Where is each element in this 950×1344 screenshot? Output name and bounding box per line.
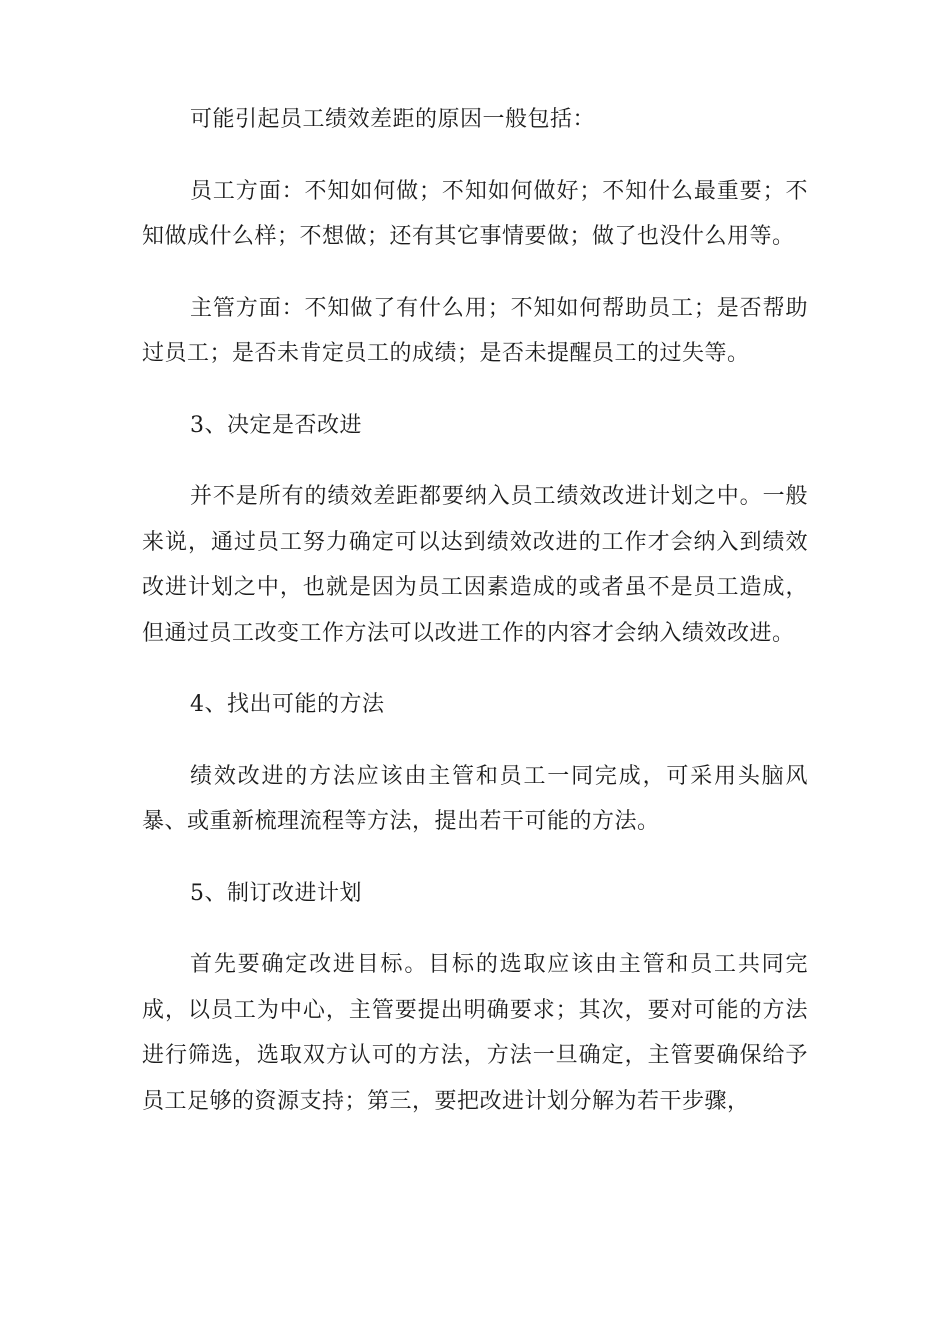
paragraph-methods: 绩效改进的方法应该由主管和员工一同完成，可采用头脑风暴、或重新梳理流程等方法，提出若干可能的方法。 [142, 763, 808, 834]
section-heading-plan: 5、制订改进计划 [190, 880, 362, 906]
paragraph-employee-side: 员工方面：不知如何做；不知如何做好；不知什么最重要；不知做成什么样；不想做；还有其它事情要做；做了也没什么用等。 [142, 178, 808, 249]
paragraph-decide: 并不是所有的绩效差距都要纳入员工绩效改进计划之中。一般来说，通过员工努力确定可以达到绩效改进的工作才会纳入到绩效改进计划之中，也就是因为员工因素造成的或者虽不是员工造成，但通过员工改变工作方法可以改进工作的内容才会纳入绩效改进。 [142, 484, 808, 646]
paragraph-manager-side: 主管方面：不知做了有什么用；不知如何帮助员工；是否帮助过员工；是否未肯定员工的成绩；是否未提醒员工的过失等。 [142, 295, 808, 366]
section-heading-methods: 4、找出可能的方法 [190, 692, 385, 717]
section-heading-decide: 3、决定是否改进 [190, 412, 362, 438]
document-body [142, 97, 808, 1150]
paragraph-plan: 首先要确定改进目标。目标的选取应该由主管和员工共同完成，以员工为中心，主管要提出明确要求；其次，要对可能的方法进行筛选，选取双方认可的方法，方法一旦确定，主管要确保给予员工足够的资源支持；第三，要把改进计划分解为若干步骤， [142, 952, 808, 1114]
paragraph-causes-intro: 可能引起员工绩效差距的原因一般包括： [190, 107, 596, 132]
